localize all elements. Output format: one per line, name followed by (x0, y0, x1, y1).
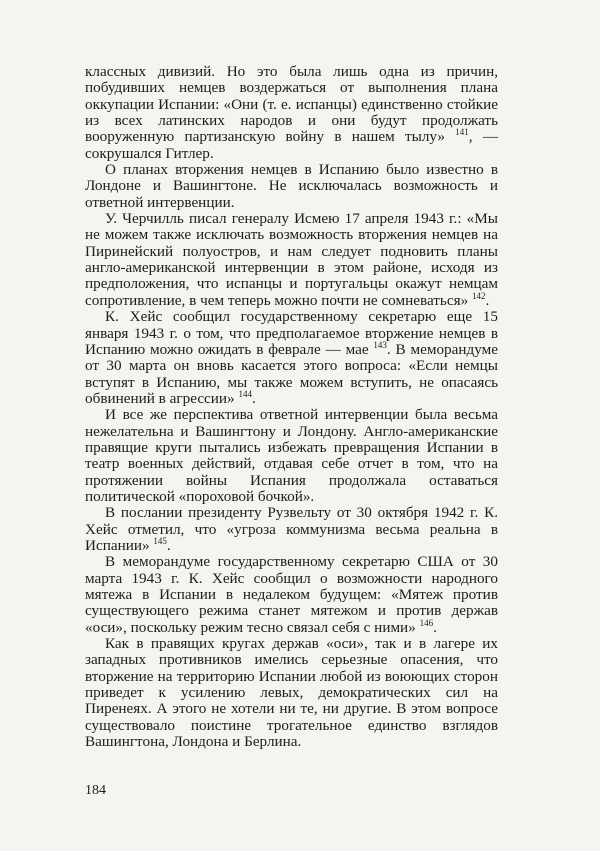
paragraph-text: , — сокрушался Гитлер. (85, 128, 499, 162)
paragraph-text: К. Хейс сообщил государственному секретарю еще 15 января 1943 г. о том, что предполагаемое вторжение немцев в Испанию можно ожидать в феврале — мае (85, 308, 498, 358)
paragraph (85, 64, 498, 162)
footnote-ref: 145 (153, 535, 167, 546)
footnote-ref: 142 (471, 290, 486, 301)
paragraph-text: В послании президенту Рузвельту от 30 октября 1942 г. К. Хейс отметил, что «угроза коммунизма весьма реальна в Испании» (85, 504, 498, 554)
paragraph (85, 407, 498, 505)
footnote-ref: 141 (455, 127, 469, 138)
footnote-ref: 143 (373, 339, 387, 350)
footnote-ref: 146 (419, 617, 434, 628)
paragraph-text: В меморандуме государственному секретарю США от 30 марта 1943 г. К. Хейс сообщил о возможности народного мятежа в Испании в недалеком будущем: «Мятеж против существующего режима станет мятежом и против держав «оси», поскольку режим тесно связал себя с ними» (85, 553, 498, 636)
paragraph (85, 162, 498, 211)
page-number: 184 (85, 783, 106, 798)
paragraph-text: У. Черчилль писал генералу Исмею 17 апреля 1943 г.: «Мы не можем также исключать возможность вторжения немцев на Пиринейский полуостров, и нам следует подновить планы англо-американской интервенции в этом районе, исходя из предположения, что испанцы и португальцы окажут немцам сопротивление, в чем теперь можно почти не сомневаться» (85, 210, 498, 309)
paragraph (85, 211, 498, 309)
paragraph (85, 636, 498, 750)
paragraph-text: . (485, 291, 490, 309)
paragraph-text: . (251, 389, 256, 407)
paragraph (85, 505, 498, 554)
paragraph-text: О планах вторжения немцев в Испанию было известно в Лондоне и Вашингтоне. Не исключалась возможность и ответной интервенции. (85, 161, 498, 211)
footnote-ref: 144 (238, 388, 252, 399)
paragraph-text: Как в правящих кругах держав «оси», так и в лагере их западных противников имелись серьезные опасения, что вторжение на территорию Испании любой из воюющих сторон приведет к усилению левых, демократических сил на Пиренеях. А этого не хотели ни те, ни другие. В этом вопросе существовало поистине трогательное единство взглядов Вашингтона, Лондона и Берлина. (85, 635, 498, 751)
paragraph-text: . (166, 536, 171, 554)
paragraph-text: классных дивизий. Но это была лишь одна из причин, побудивших немцев воздержаться от выполнения плана оккупации Испании: «Они (т. е. испанцы) единственно стойкие из всех латинских народов и они будут продолжать вооруженную партизанскую войну в нашем тылу» (85, 63, 498, 146)
paragraph-text: И все же перспектива ответной интервенции была весьма нежелательна и Вашингтону и Лондону. Англо-американские правящие круги пытались избежать превращения Испании в театр военных действий, отдавая себе отчет в том, что на протяжении войны Испания продолжала оставаться политической «пороховой бочкой». (85, 406, 498, 505)
body-text (85, 64, 498, 750)
paragraph-text: . В меморандуме от 30 марта он вновь касается этого вопроса: «Если немцы вступят в Испанию, мы также можем вступить, не опасаясь обвинений в агрессии» (85, 340, 498, 407)
paragraph (85, 554, 498, 636)
paragraph (85, 309, 498, 407)
paragraph-text: . (433, 618, 437, 636)
